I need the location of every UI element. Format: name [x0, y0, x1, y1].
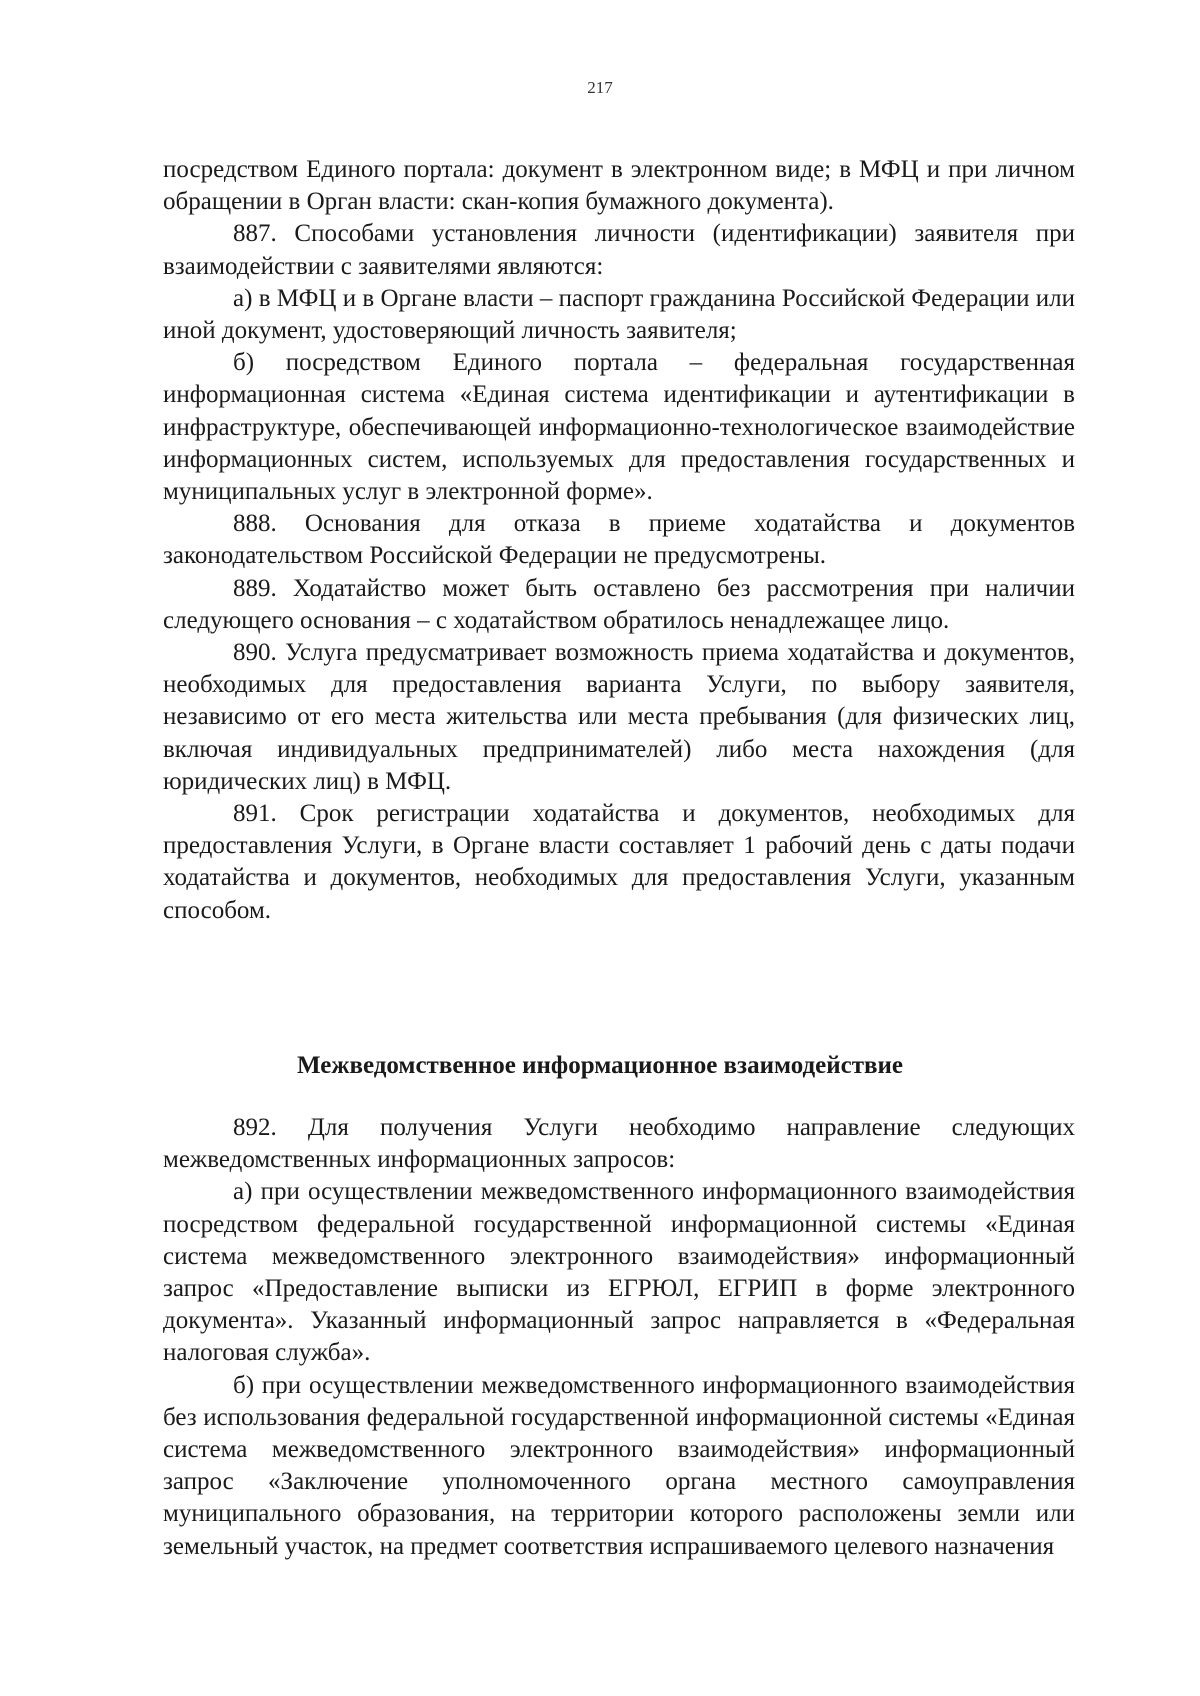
paragraph: 891. Срок регистрации ходатайства и документов, необходимых для предоставления Услуги, в Органе власти составляет 1 рабочий день с даты подачи ходатайства и документов, необходимых для предоставления Услуги, указанным способом.	[163, 800, 1075, 924]
paragraph: б) посредством Единого портала – федеральная государственная информационная система «Единая система идентификации и аутентификации в инфраструктуре, обеспечивающей информационно-технологическое взаимодействие информационных систем, используемых для предоставления государственных и муниципальных услуг в электронной форме».	[163, 349, 1075, 506]
paragraph: 892. Для получения Услуги необходимо направление следующих межведомственных информационных запросов:	[163, 1114, 1075, 1174]
section-heading: Межведомственное информационное взаимодействие	[297, 1052, 903, 1079]
paragraph: б) при осуществлении межведомственного информационного взаимодействия без использования федеральной государственной информационной системы «Единая система межведомственного электронного взаимодействия» информационный запрос «Заключение уполномоченного органа местного самоуправления муниципального образования, на территории которого расположены земли или земельный участок, на предмет соответствия испрашиваемого целевого назначения	[163, 1371, 1075, 1560]
paragraph: а) при осуществлении межведомственного информационного взаимодействия посредством федеральной государственной информационной системы «Единая система межведомственного электронного взаимодействия» информационный запрос «Предоставление выписки из ЕГРЮЛ, ЕГРИП в форме электронного документа». Указанный информационный запрос направляется в «Федеральная налоговая служба».	[163, 1178, 1075, 1367]
page-number: 217	[587, 78, 613, 97]
body-text-top	[163, 154, 1075, 927]
body-text-bottom	[163, 1112, 1075, 1563]
paragraph: 890. Услуга предусматривает возможность приема ходатайства и документов, необходимых для предоставления варианта Услуги, по выбору заявителя, независимо от его места жительства или места пребывания (для физических лиц, включая индивидуальных предпринимателей) либо места нахождения (для юридических лиц) в МФЦ.	[163, 639, 1075, 795]
paragraph: посредством Единого портала: документ в электронном виде; в МФЦ и при личном обращении в Орган власти: скан-копия бумажного документа).	[163, 156, 1075, 216]
paragraph: а) в МФЦ и в Органе власти – паспорт гражданина Российской Федерации или иной документ, удостоверяющий личность заявителя;	[163, 284, 1075, 345]
paragraph: 889. Ходатайство может быть оставлено без рассмотрения при наличии следующего основания – с ходатайством обратилось ненадлежащее лицо.	[163, 574, 1075, 634]
paragraph: 888. Основания для отказа в приеме ходатайства и документов законодательством Российской Федерации не предусмотрены.	[163, 510, 1075, 570]
paragraph: 887. Способами установления личности (идентификации) заявителя при взаимодействии с заявителями являются:	[163, 220, 1075, 280]
